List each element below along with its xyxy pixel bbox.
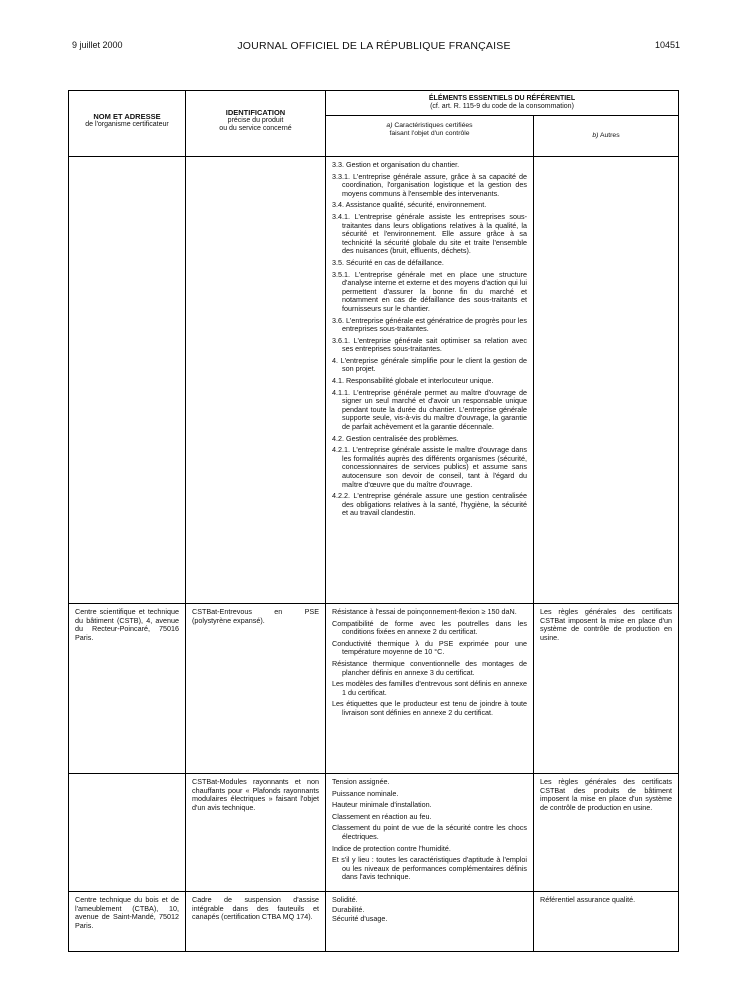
col-header-elements-sub: (cf. art. R. 115-9 du code de la consommation) — [430, 103, 574, 110]
characteristic-item: Classement du point de vue de la sécurité contre les chocs électriques. — [332, 823, 527, 841]
characteristic-item: 3.3.1. L'entreprise générale assure, grâce à sa capacité de coordination, l'organisation logistique et la gestion des moyens communs à l'ensemble des intervenants. — [332, 171, 527, 198]
ident-cell: CSTBat-Entrevous en PSE (polystyrène expansé). — [186, 604, 326, 774]
header-page-number: 10451 — [654, 40, 680, 50]
other-cell: Les règles générales des certificats CSTBat des produits de bâtiment imposent la mise en place d'un système de contrôle de production en usine. — [534, 774, 679, 892]
characteristic-item: Sécurité d'usage. — [332, 914, 388, 924]
characteristic-item: Les modèles des familles d'entrevous sont définis en annexe 1 du certificat. — [332, 679, 527, 697]
ident-cell: CSTBat-Modules rayonnants et non chauffants pour « Plafonds rayonnants modulaires électriques » faisant l'objet d'un avis technique. — [186, 774, 326, 892]
col-header-a — [326, 116, 534, 157]
characteristic-item: Classement en réaction au feu. — [332, 811, 432, 821]
characteristic-item: 4.2. Gestion centralisée des problèmes. — [332, 433, 459, 443]
ident-cell — [186, 157, 326, 604]
characteristic-item: 4.1.1. L'entreprise générale permet au maître d'ouvrage de signer un seul marché et d'avoir un responsable unique pendant toute la durée du chantier. L'entreprise générale supporte seule, vis-à-vis du maître d'ouvrage, la garantie de parfait achèvement et la garantie décennale. — [332, 387, 527, 432]
characteristic-item: Résistance thermique conventionnelle des montages de plancher définis en annexe 3 du certificat. — [332, 658, 527, 677]
characteristic-item: Conductivité thermique λ du PSE exprimée pour une température moyenne de 10 °C. — [332, 638, 527, 657]
characteristic-item: Tension assignée. — [332, 777, 390, 786]
org-cell — [69, 157, 186, 604]
col-header-elements — [326, 91, 679, 116]
characteristic-item: 4.2.2. L'entreprise générale assure une gestion centralisée des obligations relatives à la santé, l'hygiène, la sécurité et au travail clandestin. — [332, 491, 527, 518]
col-header-a-label2: faisant l'objet d'un contrôle — [389, 130, 470, 137]
characteristic-item: Résistance à l'essai de poinçonnement-flexion ≥ 150 daN. — [332, 607, 517, 616]
characteristic-item: Hauteur minimale d'installation. — [332, 800, 432, 810]
characteristic-item: Solidité. — [332, 894, 358, 904]
col-header-ident-sub1: précise du produit — [227, 117, 284, 124]
characteristic-item: 3.4. Assistance qualité, sécurité, environnement. — [332, 200, 487, 210]
table-row — [69, 774, 679, 892]
col-header-org-title: NOM ET ADRESSE — [93, 112, 161, 121]
col-header-ident — [186, 91, 326, 157]
characteristic-item: Indice de protection contre l'humidité. — [332, 843, 451, 853]
ident-cell: Cadre de suspension d'assise intégrable dans des fauteuils et canapés (certification CTBA MQ 174). — [186, 891, 326, 951]
header-date: 9 juillet 2000 — [72, 40, 123, 50]
characteristic-item: 3.4.1. L'entreprise générale assiste les entreprises sous-traitantes dans leurs obligations relatives à la qualité, la sécurité et l'environnement. Elle assure grâce à sa technicité la sécurité globale du site et traite l'ensemble des nuisances (bruit, effluents, déchets). — [332, 211, 527, 256]
characteristics-cell — [326, 774, 534, 892]
table-row — [69, 891, 679, 951]
col-header-ident-title: IDENTIFICATION — [225, 108, 286, 117]
col-header-org — [69, 91, 186, 157]
col-header-org-subtitle: de l'organisme certificateur — [85, 121, 169, 128]
table-row — [69, 157, 679, 604]
header-title: JOURNAL OFFICIEL DE LA RÉPUBLIQUE FRANÇAISE — [237, 40, 511, 52]
characteristic-item: Compatibilité de forme avec les poutrelles dans les conditions fixées en annexe 2 du certificat. — [332, 618, 527, 637]
referentiel-table — [68, 90, 679, 952]
characteristic-item: 3.3. Gestion et organisation du chantier. — [332, 160, 460, 169]
characteristic-item: 3.5. Sécurité en cas de défaillance. — [332, 257, 444, 267]
org-cell: Centre technique du bois et de l'ameublement (CTBA), 10, avenue de Saint-Mandé, 75012 Paris. — [69, 891, 186, 951]
characteristic-item: 3.6. L'entreprise générale est génératrice de progrès pour les entreprises sous-traitantes. — [332, 315, 527, 334]
characteristic-item: 4. L'entreprise générale simplifie pour le client la gestion de son projet. — [332, 355, 527, 374]
characteristic-item: 3.5.1. L'entreprise générale met en place une structure d'analyse interne et externe et des moyens d'action qui lui permettent d'assurer la bonne fin du marché et notamment en cas de défaillance des sous-traitants et fournisseurs sur le chantier. — [332, 269, 527, 313]
characteristics-cell — [326, 157, 534, 604]
other-cell: Référentiel assurance qualité. — [534, 891, 679, 951]
other-cell — [534, 157, 679, 604]
characteristic-item: Durabilité. — [332, 904, 365, 914]
table-row — [69, 604, 679, 774]
col-header-ident-sub2: ou du service concerné — [219, 125, 292, 132]
characteristic-item: Et s'il y lieu : toutes les caractéristiques d'aptitude à l'emploi ou les niveaux de performances complémentaires définis dans l'avis technique. — [332, 855, 527, 882]
characteristic-item: Puissance nominale. — [332, 788, 399, 798]
characteristic-item: 4.2.1. L'entreprise générale assiste le maître d'ouvrage dans les formalités auprès des différents organismes (sécurité, concessionnaires de services publics) et assume sans autocensure son devoir de conseil, tant à l'égard du maître d'œuvre que du maître d'ouvrage. — [332, 445, 527, 489]
characteristic-item: 4.1. Responsabilité globale et interlocuteur unique. — [332, 376, 494, 386]
org-cell — [69, 774, 186, 892]
org-cell: Centre scientifique et technique du bâtiment (CSTB), 4, avenue du Recteur-Poincaré, 75016 Paris. — [69, 604, 186, 774]
col-header-b — [534, 116, 679, 157]
col-header-a-label1: Caractéristiques certifiées — [394, 122, 473, 129]
col-header-a-prefix: a) — [386, 122, 393, 129]
col-header-b-prefix: b) — [592, 132, 599, 139]
col-header-b-label: Autres — [599, 132, 620, 139]
characteristic-item: 3.6.1. L'entreprise générale sait optimiser sa relation avec ses entreprises sous-traitantes. — [332, 335, 527, 354]
other-cell: Les règles générales des certificats CSTBat imposent la mise en place d'un système de contrôle de production en usine. — [534, 604, 679, 774]
col-header-elements-title: ÉLÉMENTS ESSENTIELS DU RÉFÉRENTIEL — [428, 95, 576, 102]
characteristic-item: Les étiquettes que le producteur est tenu de joindre à toute livraison sont définies en annexe 2 du certificat. — [332, 699, 527, 717]
characteristics-cell — [326, 604, 534, 774]
characteristics-cell — [326, 891, 534, 951]
